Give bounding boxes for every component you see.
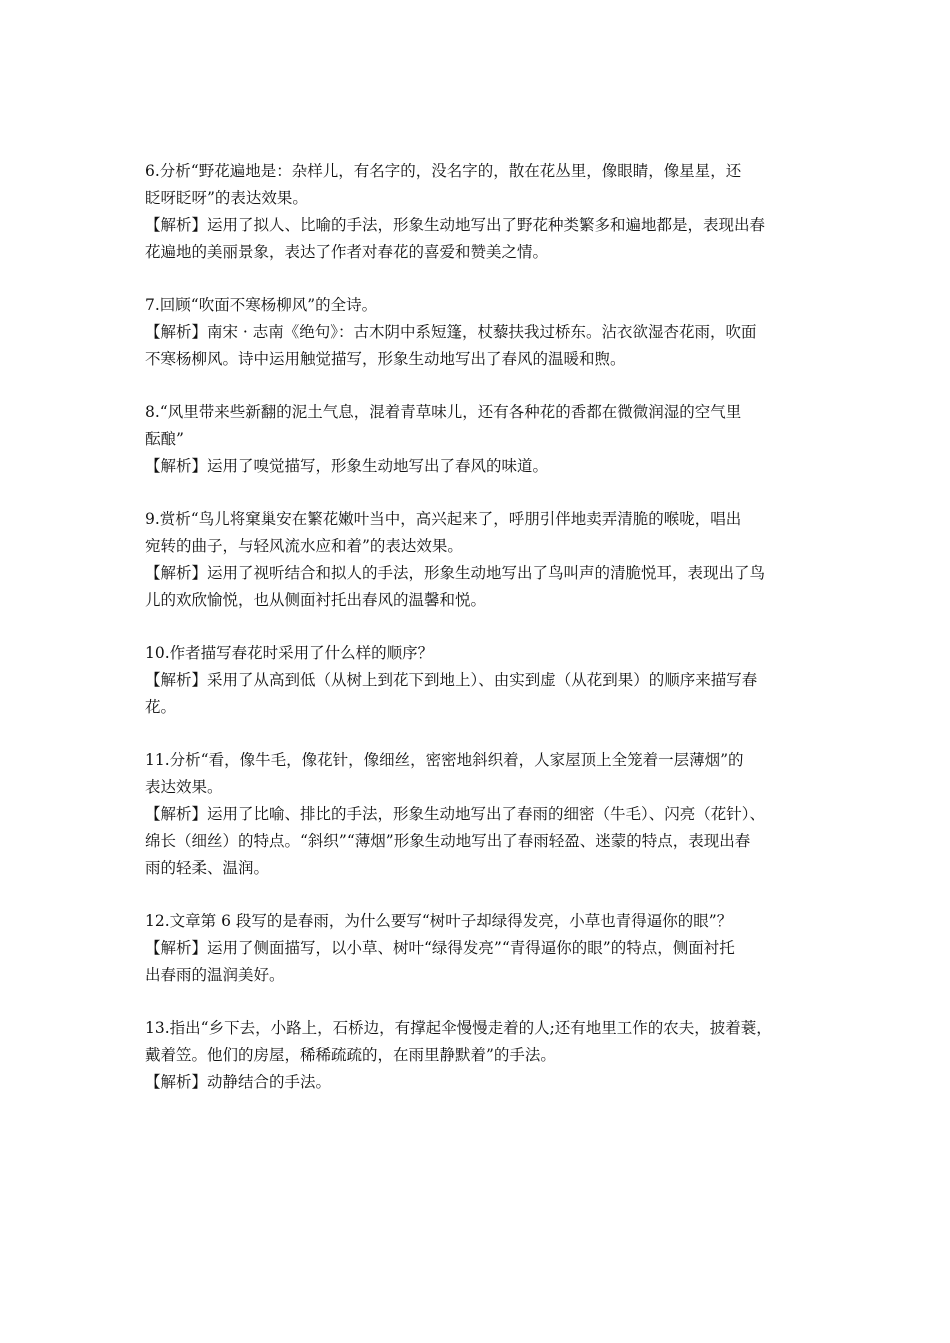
question-line: 8.“风里带来些新翻的泥土气息，混着青草味儿，还有各种花的香都在微微润湿的空气里 [145, 403, 742, 421]
answer-line: 【解析】运用了拟人、比喻的手法，形象生动地写出了野花种类繁多和遍地都是，表现出春 [145, 216, 766, 234]
qa-block [145, 1015, 813, 1096]
answer-line: 雨的轻柔、温润。 [145, 859, 270, 877]
qa-block [145, 640, 813, 721]
document-body [145, 158, 813, 1122]
answer-line: 出春雨的温润美好。 [145, 966, 285, 984]
answer-line: 【解析】南宋 · 志南《绝句》：古木阴中系短篷，杖藜扶我过桥东。沾衣欲湿杏花雨，吹面 [145, 323, 757, 341]
qa-block [145, 292, 813, 373]
question-line: 13.指出“乡下去，小路上，石桥边，有撑起伞慢慢走着的人;还有地里工作的农夫，披着蓑， [145, 1019, 772, 1037]
answer-line: 【解析】运用了嗅觉描写，形象生动地写出了春风的味道。 [145, 457, 549, 475]
question-line: 11.分析“看，像牛毛，像花针，像细丝，密密地斜织着，人家屋顶上全笼着一层薄烟”的 [145, 751, 744, 769]
qa-block [145, 908, 813, 989]
question-line: 6.分析“野花遍地是：杂样儿，有名字的，没名字的，散在花丛里，像眼睛，像星星，还 [145, 162, 742, 180]
answer-line: 【解析】运用了比喻、排比的手法，形象生动地写出了春雨的细密（牛毛）、闪亮（花针）、 [145, 805, 766, 823]
question-line: 宛转的曲子，与轻风流水应和着”的表达效果。 [145, 537, 463, 555]
answer-line: 花遍地的美丽景象，表达了作者对春花的喜爱和赞美之情。 [145, 243, 549, 261]
question-line: 12.文章第 6 段写的是春雨，为什么要写“树叶子却绿得发亮，小草也青得逼你的眼”？ [145, 912, 733, 930]
answer-line: 不寒杨柳风。诗中运用触觉描写，形象生动地写出了春风的温暖和煦。 [145, 350, 626, 368]
question-line: 7.回顾“吹面不寒杨柳风”的全诗。 [145, 296, 378, 314]
answer-line: 【解析】运用了视听结合和拟人的手法，形象生动地写出了鸟叫声的清脆悦耳，表现出了鸟 [145, 564, 766, 582]
answer-line: 【解析】采用了从高到低（从树上到花下到地上）、由实到虚（从花到果）的顺序来描写春 [145, 671, 758, 689]
qa-block [145, 158, 813, 266]
question-line: 9.赏析“鸟儿将窠巢安在繁花嫩叶当中，高兴起来了，呼朋引伴地卖弄清脆的喉咙，唱出 [145, 510, 742, 528]
qa-block [145, 506, 813, 614]
question-line: 表达效果。 [145, 778, 223, 796]
question-line: 戴着笠。他们的房屋，稀稀疏疏的，在雨里静默着”的手法。 [145, 1046, 556, 1064]
answer-line: 儿的欢欣愉悦，也从侧面衬托出春风的温馨和悦。 [145, 591, 487, 609]
answer-line: 绵长（细丝）的特点。“斜织”“薄烟”形象生动地写出了春雨轻盈、迷蒙的特点，表现出春 [145, 832, 751, 850]
answer-line: 【解析】运用了侧面描写，以小草、树叶“绿得发亮”“青得逼你的眼”的特点，侧面衬托 [145, 939, 735, 957]
question-line: 眨呀眨呀”的表达效果。 [145, 189, 308, 207]
answer-line: 花。 [145, 698, 177, 716]
qa-block [145, 747, 813, 882]
qa-block [145, 399, 813, 480]
answer-line: 【解析】动静结合的手法。 [145, 1073, 332, 1091]
question-line: 10.作者描写春花时采用了什么样的顺序？ [145, 644, 434, 662]
question-line: 酝酿” [145, 430, 184, 448]
